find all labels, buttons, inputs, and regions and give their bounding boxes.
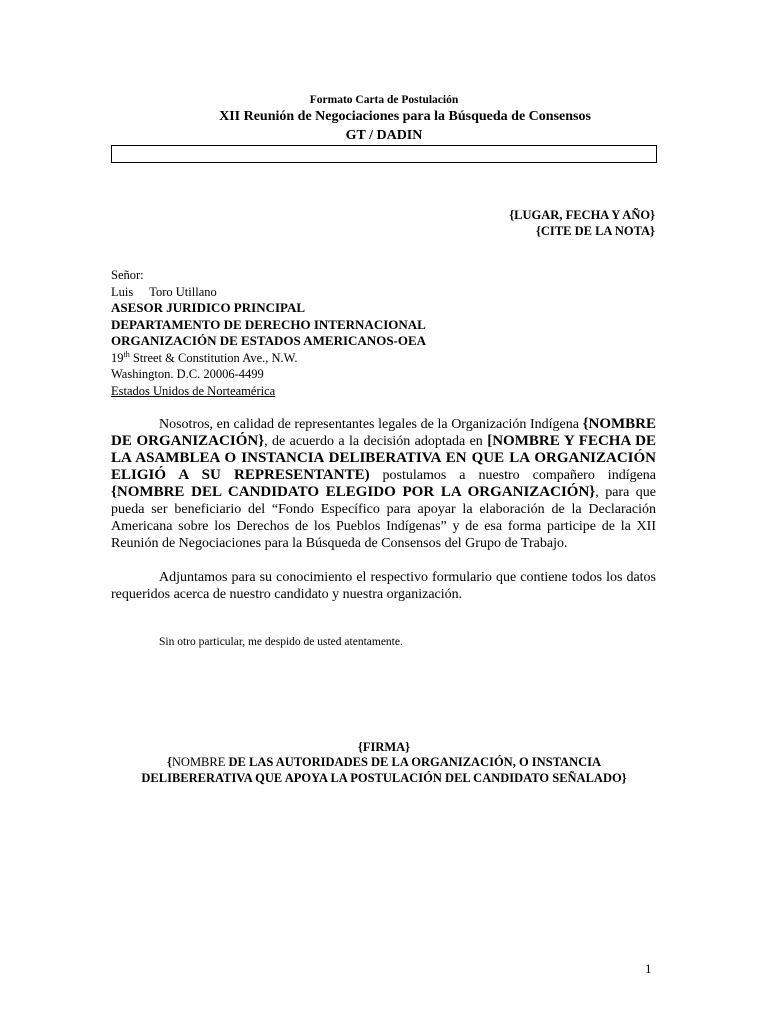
candidate-placeholder: {NOMBRE DEL CANDIDATO ELEGIDO POR LA ORGANIZACIÓN} bbox=[111, 484, 596, 500]
header-format-title: Formato Carta de Postulación bbox=[309, 94, 459, 106]
addressee-name bbox=[111, 284, 671, 301]
body-paragraph-1: Nosotros, en calidad de representantes legales de la Organización Indígena {NOMBRE DE ORGANIZACIÓN}, de acuerdo a la decisión adoptada en [NOMBRE Y FECHA DE LA ASAMBLEA O INSTANCIA DELIBERATIVA EN QUE LA ORGANIZACIÓN ELIGIÓ A SU REPRESENTANTE) postulamos a nuestro compañero indígena {NOMBRE DEL CANDIDATO ELEGIDO POR LA ORGANIZACIÓN}, para que pueda ser beneficiario del “Fondo Específico para apoyar la elaboración de la Declaración Americana sobre los Derechos de los Pueblos Indígenas” y de esa forma participe de la XII Reunión de Negociaciones para la Búsqueda de Consensos del Grupo de Trabajo. bbox=[111, 416, 657, 551]
note-cite-placeholder: {CITE DE LA NOTA} bbox=[535, 224, 655, 238]
assembly-placeholder: [NOMBRE Y FECHA DE LA ASAMBLEA O INSTANCIA DELIBERATIVA EN QUE LA ORGANIZACIÓN ELIGIÓ A SU REPRESENTANTE) bbox=[111, 433, 656, 483]
place-date-placeholder: {LUGAR, FECHA Y AÑO} bbox=[509, 208, 655, 222]
addressee-street: 19th Street & Constitution Ave., N.W. bbox=[111, 349, 298, 365]
header-empty-box bbox=[111, 145, 657, 163]
page-number: 1 bbox=[645, 961, 652, 976]
addressee-last-name: Toro Utillano bbox=[149, 284, 217, 299]
addressee-title: ASESOR JURIDICO PRINCIPAL bbox=[111, 300, 306, 315]
addressee-city: Washington. D.C. 20006-4499 bbox=[111, 367, 264, 381]
addressee-department: DEPARTAMENTO DE DERECHO INTERNACIONAL bbox=[111, 316, 426, 332]
signatory-line-1: {NOMBRE DE LAS AUTORIDADES DE LA ORGANIZACIÓN, O INSTANCIA bbox=[166, 755, 602, 769]
header-group-code: GT / DADIN bbox=[345, 128, 423, 143]
addressee-organization: ORGANIZACIÓN DE ESTADOS AMERICANOS-OEA bbox=[111, 333, 427, 348]
closing-line: Sin otro particular, me despido de usted atentamente. bbox=[159, 636, 403, 648]
addressee-country: Estados Unidos de Norteamérica bbox=[111, 383, 276, 398]
header-meeting-title: XII Reunión de Negociaciones para la Búsqueda de Consensos bbox=[219, 109, 591, 124]
addressee-first-name: Luis bbox=[111, 284, 134, 299]
org-name-placeholder: {NOMBRE DE ORGANIZACIÓN} bbox=[111, 416, 656, 449]
signature-placeholder: {FIRMA} bbox=[357, 740, 411, 754]
body-paragraph-2: Adjuntamos para su conocimiento el respectivo formulario que contiene todos los datos requeridos acerca de nuestro candidato y nuestra organización. bbox=[111, 570, 656, 602]
signatory-line-2: DELIBERERATIVA QUE APOYA LA POSTULACIÓN DEL CANDIDATO SEÑALADO} bbox=[141, 771, 627, 785]
salutation: Señor: bbox=[111, 268, 144, 282]
addressee-block bbox=[111, 267, 671, 399]
